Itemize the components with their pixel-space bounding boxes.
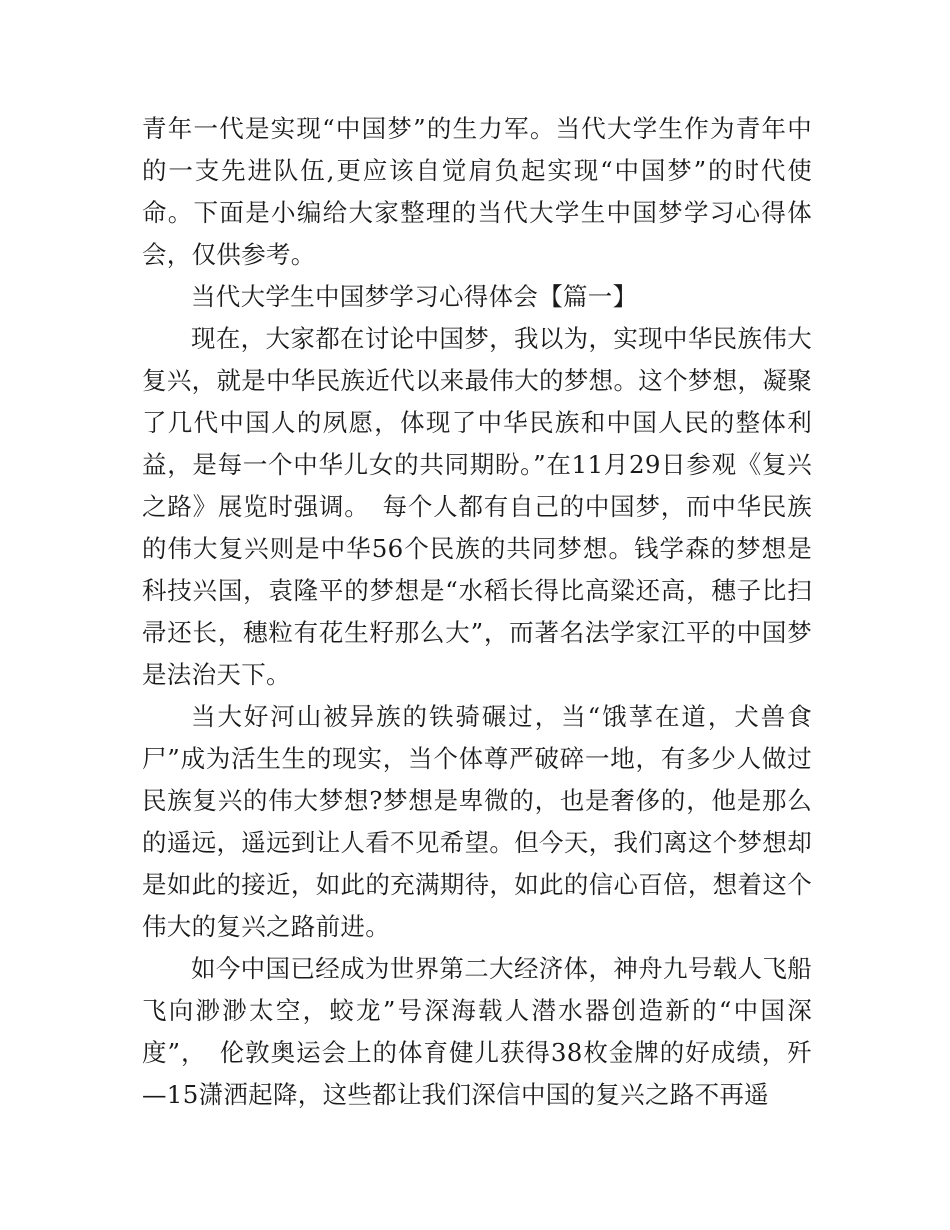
- body-paragraph: 如今中国已经成为世界第二大经济体，神舟九号载人飞船飞向渺渺太空，蛟龙”号深海载人潜水器创造新的“中国深度”， 伦敦奥运会上的体育健儿获得38枚金牌的好成绩，歼—15潇洒起降，这些都让我们深信中国的复兴之路不再遥: [142, 954, 812, 1109]
- body-paragraph: 现在，大家都在讨论中国梦，我以为，实现中华民族伟大复兴，就是中华民族近代以来最伟大的梦想。这个梦想，凝聚了几代中国人的夙愿，体现了中华民族和中国人民的整体利益，是每一个中华儿女的共同期盼。”在11月29日参观《复兴之路》展览时强调。 每个人都有自己的中国梦，而中华民族的伟大复兴则是中华56个民族的共同梦想。钱学森的梦想是科技兴国，袁隆平的梦想是“水稻长得比高粱还高，穗子比扫帚还长，穗粒有花生籽那么大”，而著名法学家江平的中国梦是法治天下。: [142, 324, 812, 689]
- document-body: [142, 108, 812, 1116]
- intro-paragraph: 青年一代是实现“中国梦”的生力军。当代大学生作为青年中的一支先进队伍,更应该自觉肩负起实现“中国梦”的时代使命。下面是小编给大家整理的当代大学生中国梦学习心得体会，仅供参考。: [142, 114, 812, 269]
- section-heading: 当代大学生中国梦学习心得体会【篇一】: [191, 282, 638, 311]
- body-paragraph: 当大好河山被异族的铁骑碾过，当“饿莩在道，犬兽食尸”成为活生生的现实，当个体尊严破碎一地，有多少人做过民族复兴的伟大梦想?梦想是卑微的，也是奢侈的，他是那么的遥远，遥远到让人看不见希望。但今天，我们离这个梦想却是如此的接近，如此的充满期待，如此的信心百倍，想着这个伟大的复兴之路前进。: [142, 702, 812, 941]
